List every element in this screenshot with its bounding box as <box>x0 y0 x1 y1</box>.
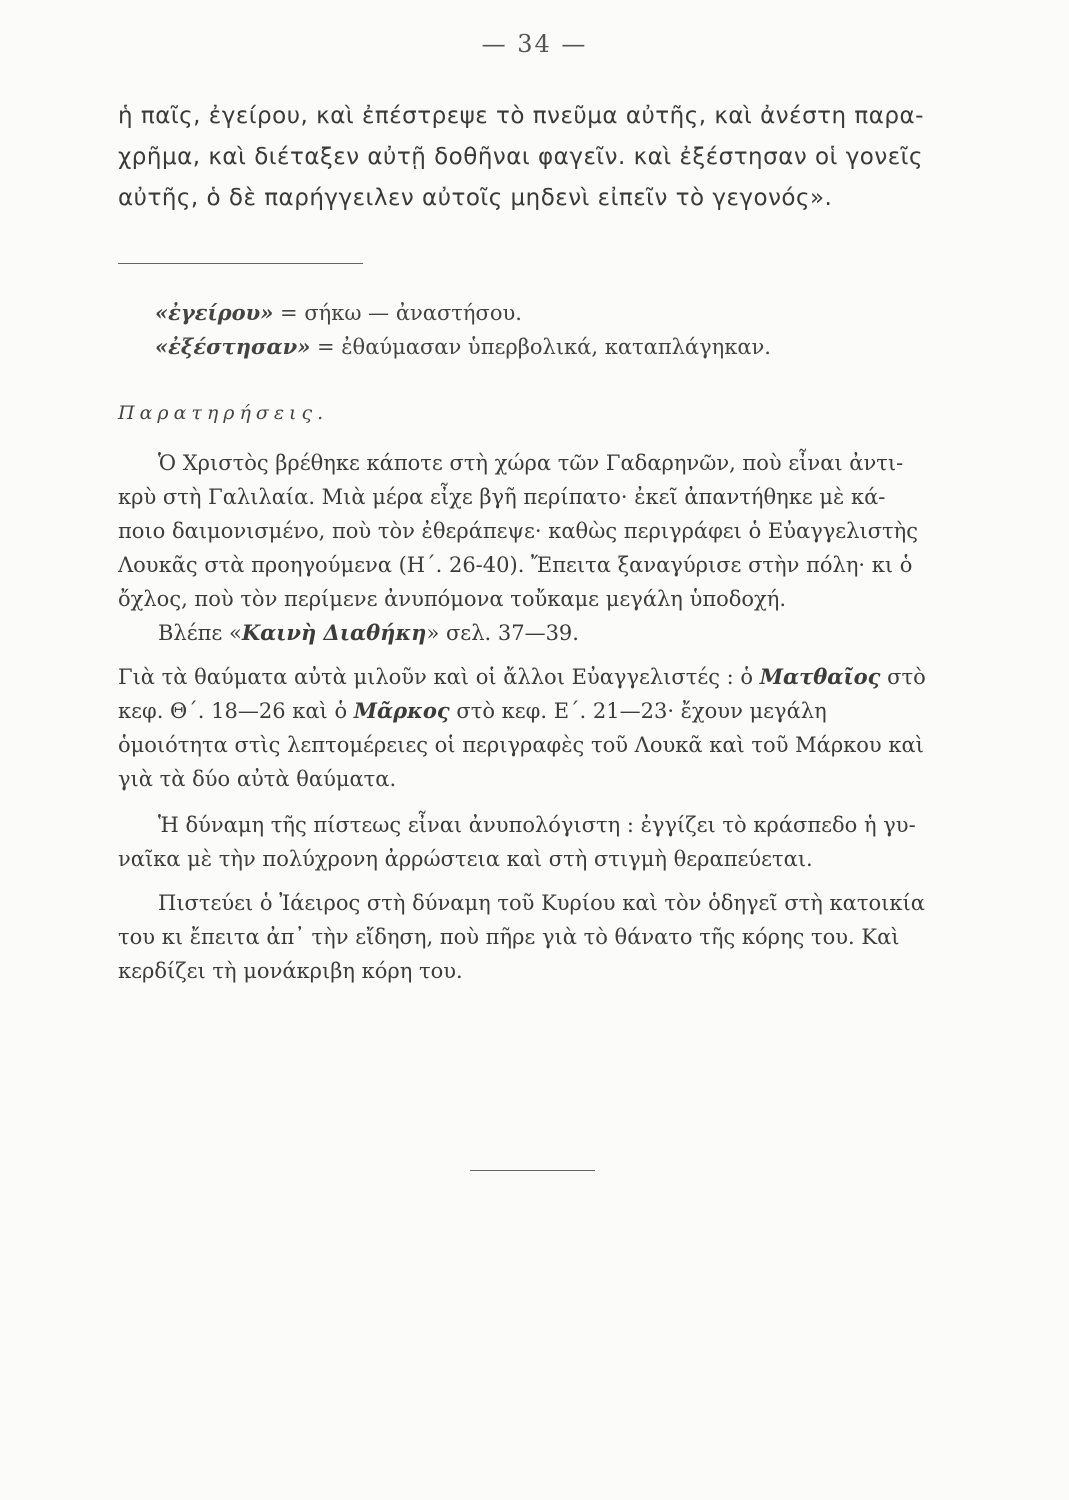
see-suffix: » σελ. 37—39. <box>426 621 579 645</box>
text-line: κερδίζει τὴ μονάκριβη κόρη του. <box>118 959 463 983</box>
section-divider <box>118 263 363 264</box>
see-prefix: Βλέπε « <box>158 621 242 645</box>
see-title: Καινὴ Διαθήκη <box>241 620 427 645</box>
text-line: Ἡ δύναμη τῆς πίστεως εἶναι ἀνυπολόγιστη : ἐγγίζει τὸ κράσπεδο ἡ γυ- <box>158 813 916 837</box>
text-span: στὸ <box>880 665 926 689</box>
see-reference <box>118 616 1036 650</box>
gloss-term: «ἐγείρου» <box>155 300 274 325</box>
paragraph-2 <box>118 660 1036 796</box>
text-span: κεφ. Θ΄. 18—26 καὶ ὁ <box>118 699 354 723</box>
text-line: Ὁ Χριστὸς βρέθηκε κάποτε στὴ χώρα τῶν Γαδαρηνῶν, ποὺ εἶναι ἀντι- <box>158 451 904 475</box>
text-line <box>118 660 1036 694</box>
evangelist-name: Μᾶρκος <box>353 698 450 723</box>
text-line: ποιο δαιμονισμένο, ποὺ τὸν ἐθεράπεψε· καθὼς περιγράφει ὁ Εὐαγγελιστὴς <box>118 519 919 543</box>
gloss-entry <box>155 296 522 330</box>
gloss-definition: = σήκω — ἀναστήσου. <box>280 301 522 325</box>
quote-line: χρῆμα, καὶ διέταξεν αὐτῇ δοθῆναι φαγεῖν. καὶ ἐξέστησαν οἱ γονεῖς <box>118 144 923 170</box>
text-line: ὄχλος, ποὺ τὸν περίμενε ἀνυπόμονα τοὔκαμε μεγάλη ὑποδοχή. <box>118 587 787 611</box>
page-number: — 34 — <box>481 30 588 58</box>
text-line: ναῖκα μὲ τὴν πολύχρονη ἀρρώστεια καὶ στὴ στιγμὴ θεραπεύεται. <box>118 847 813 871</box>
quote-block <box>118 98 1048 217</box>
text-span: Γιὰ τὰ θαύματα αὐτὰ μιλοῦν καὶ οἱ ἄλλοι Εὐαγγελιστές : ὁ <box>118 665 760 689</box>
text-span: στὸ κεφ. Ε΄. 21—23· ἔχουν μεγάλη <box>449 699 827 723</box>
paragraph-3 <box>118 808 1036 876</box>
gloss-definition: = ἐθαύμασαν ὑπερβολικά, καταπλάγηκαν. <box>317 335 771 359</box>
quote-line: αὐτῆς, ὁ δὲ παρήγγειλεν αὐτοῖς μηδενὶ εἰπεῖν τὸ γεγονός». <box>118 185 833 211</box>
evangelist-name: Ματθαῖος <box>759 664 881 689</box>
text-line: κρὺ στὴ Γαλιλαία. Μιὰ μέρα εἶχε βγῆ περίπατο· ἐκεῖ ἀπαντήθηκε μὲ κά- <box>118 485 886 509</box>
paragraph-1 <box>118 446 1036 650</box>
gloss-term: «ἐξέστησαν» <box>155 334 311 359</box>
gloss-entry <box>155 330 771 364</box>
text-line: Πιστεύει ὁ Ἰάειρος στὴ δύναμη τοῦ Κυρίου καὶ τὸν ὁδηγεῖ στὴ κατοικία <box>158 891 925 915</box>
quote-line: ἡ παῖς, ἐγείρου, καὶ ἐπέστρεψε τὸ πνεῦμα αὐτῆς, καὶ ἀνέστη παρα- <box>118 103 924 129</box>
end-divider <box>470 1170 595 1171</box>
text-line: Λουκᾶς στὰ προηγούμενα (Η΄. 26-40). Ἔπειτα ξαναγύρισε στὴν πόλη· κι ὁ <box>118 553 913 577</box>
section-heading: Παρατηρήσεις. <box>118 402 329 424</box>
paragraph-4 <box>118 886 1036 988</box>
text-line <box>118 694 1036 728</box>
text-line: γιὰ τὰ δύο αὐτὰ θαύματα. <box>118 767 397 791</box>
text-line: ὁμοιότητα στὶς λεπτομέρειες οἱ περιγραφὲς τοῦ Λουκᾶ καὶ τοῦ Μάρκου καὶ <box>118 733 924 757</box>
text-line: του κι ἔπειτα ἀπ᾿ τὴν εἴδηση, ποὺ πῆρε γιὰ τὸ θάνατο τῆς κόρης του. Καὶ <box>118 925 900 949</box>
